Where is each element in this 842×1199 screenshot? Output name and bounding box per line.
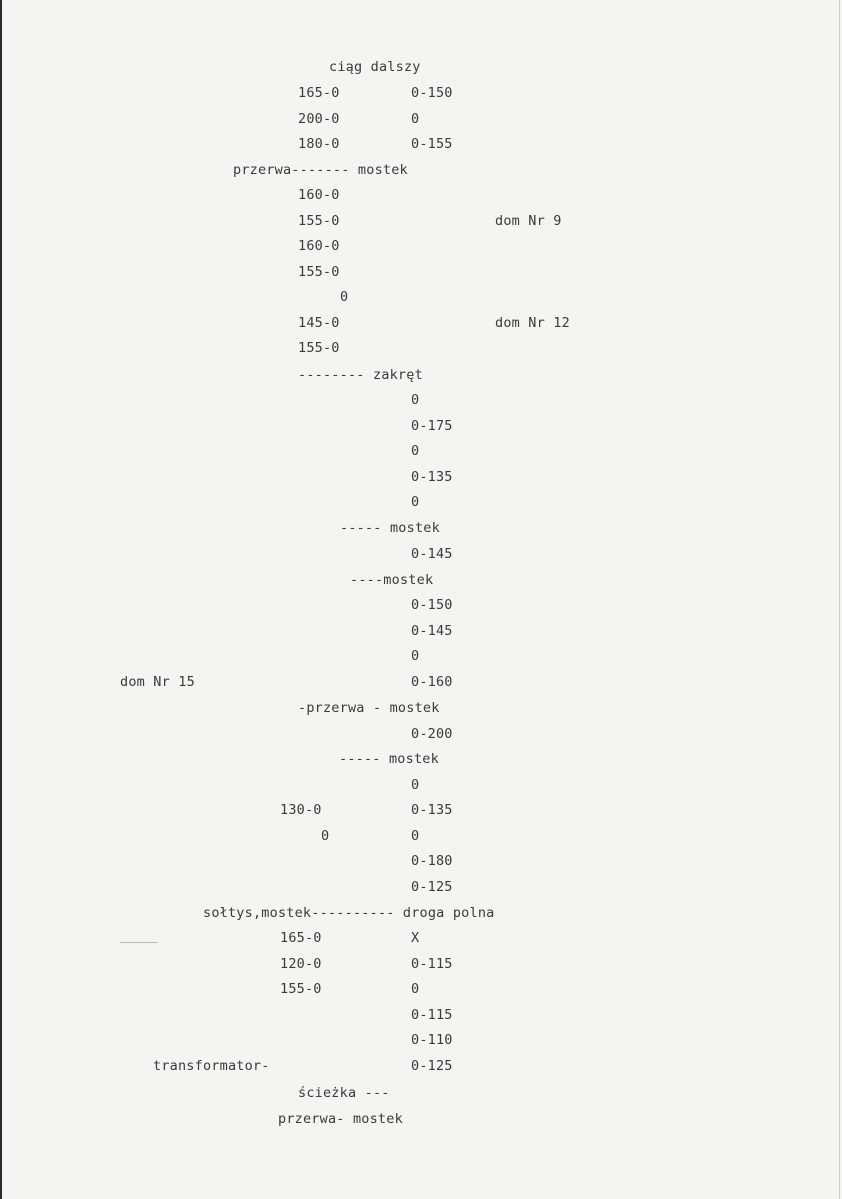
annotation-line: -------- zakręt [298, 367, 423, 383]
right-value: 0-160 [411, 674, 453, 690]
left-value: 200-0 [298, 111, 340, 127]
left-value: 0 [321, 828, 330, 844]
right-value: 0-175 [411, 418, 453, 434]
right-value: 0 [411, 392, 420, 408]
right-value: X [411, 930, 420, 946]
right-value: 0-135 [411, 469, 453, 485]
annotation-line: przerwa- mostek [278, 1111, 403, 1127]
annotation-line: sołtys,mostek---------- droga polna [203, 905, 495, 921]
left-value: 165-0 [280, 930, 322, 946]
annotation-line: ----mostek [350, 572, 434, 588]
right-value: 0-150 [411, 597, 453, 613]
right-value: 0 [411, 981, 420, 997]
left-value: 160-0 [298, 187, 340, 203]
right-value: 0-145 [411, 546, 453, 562]
right-value: 0-110 [411, 1032, 453, 1048]
right-value: 0-115 [411, 956, 453, 972]
left-value: 155-0 [298, 213, 340, 229]
right-value: 0 [411, 828, 420, 844]
left-value: 130-0 [280, 802, 322, 818]
left-value: 120-0 [280, 956, 322, 972]
right-value: 0-125 [411, 879, 453, 895]
right-value: 0-115 [411, 1007, 453, 1023]
right-value: 0 [411, 111, 420, 127]
right-value: 0-150 [411, 85, 453, 101]
left-value: 145-0 [298, 315, 340, 331]
left-value: 155-0 [298, 264, 340, 280]
right-value: 0-155 [411, 136, 453, 152]
annotation-line: ścieżka --- [298, 1085, 390, 1101]
annotation-line: ----- mostek [340, 520, 440, 536]
page-right-edge [839, 0, 840, 1199]
left-value: 155-0 [298, 340, 340, 356]
right-value: 0 [411, 777, 420, 793]
left-value: 165-0 [298, 85, 340, 101]
right-value: 0-200 [411, 726, 453, 742]
house-label: dom Nr 15 [120, 674, 195, 690]
house-label: dom Nr 9 [495, 213, 562, 229]
stray-mark [120, 942, 158, 943]
house-label: dom Nr 12 [495, 315, 570, 331]
annotation-line: transformator- [153, 1058, 270, 1074]
left-value: 180-0 [298, 136, 340, 152]
right-value: 0 [411, 648, 420, 664]
right-value: 0-145 [411, 623, 453, 639]
right-value: 0 [411, 443, 420, 459]
right-value: 0-135 [411, 802, 453, 818]
annotation-line: ----- mostek [339, 751, 439, 767]
left-value: 155-0 [280, 981, 322, 997]
annotation-line: przerwa------- mostek [233, 162, 408, 178]
right-value: 0-125 [411, 1058, 453, 1074]
left-value: 160-0 [298, 238, 340, 254]
page-left-edge [0, 0, 2, 1199]
right-value: 0 [411, 494, 420, 510]
annotation-line: -przerwa - mostek [298, 700, 440, 716]
left-value: 0 [340, 289, 349, 305]
right-value: 0-180 [411, 853, 453, 869]
continuation-heading: ciąg dalszy [329, 59, 421, 75]
